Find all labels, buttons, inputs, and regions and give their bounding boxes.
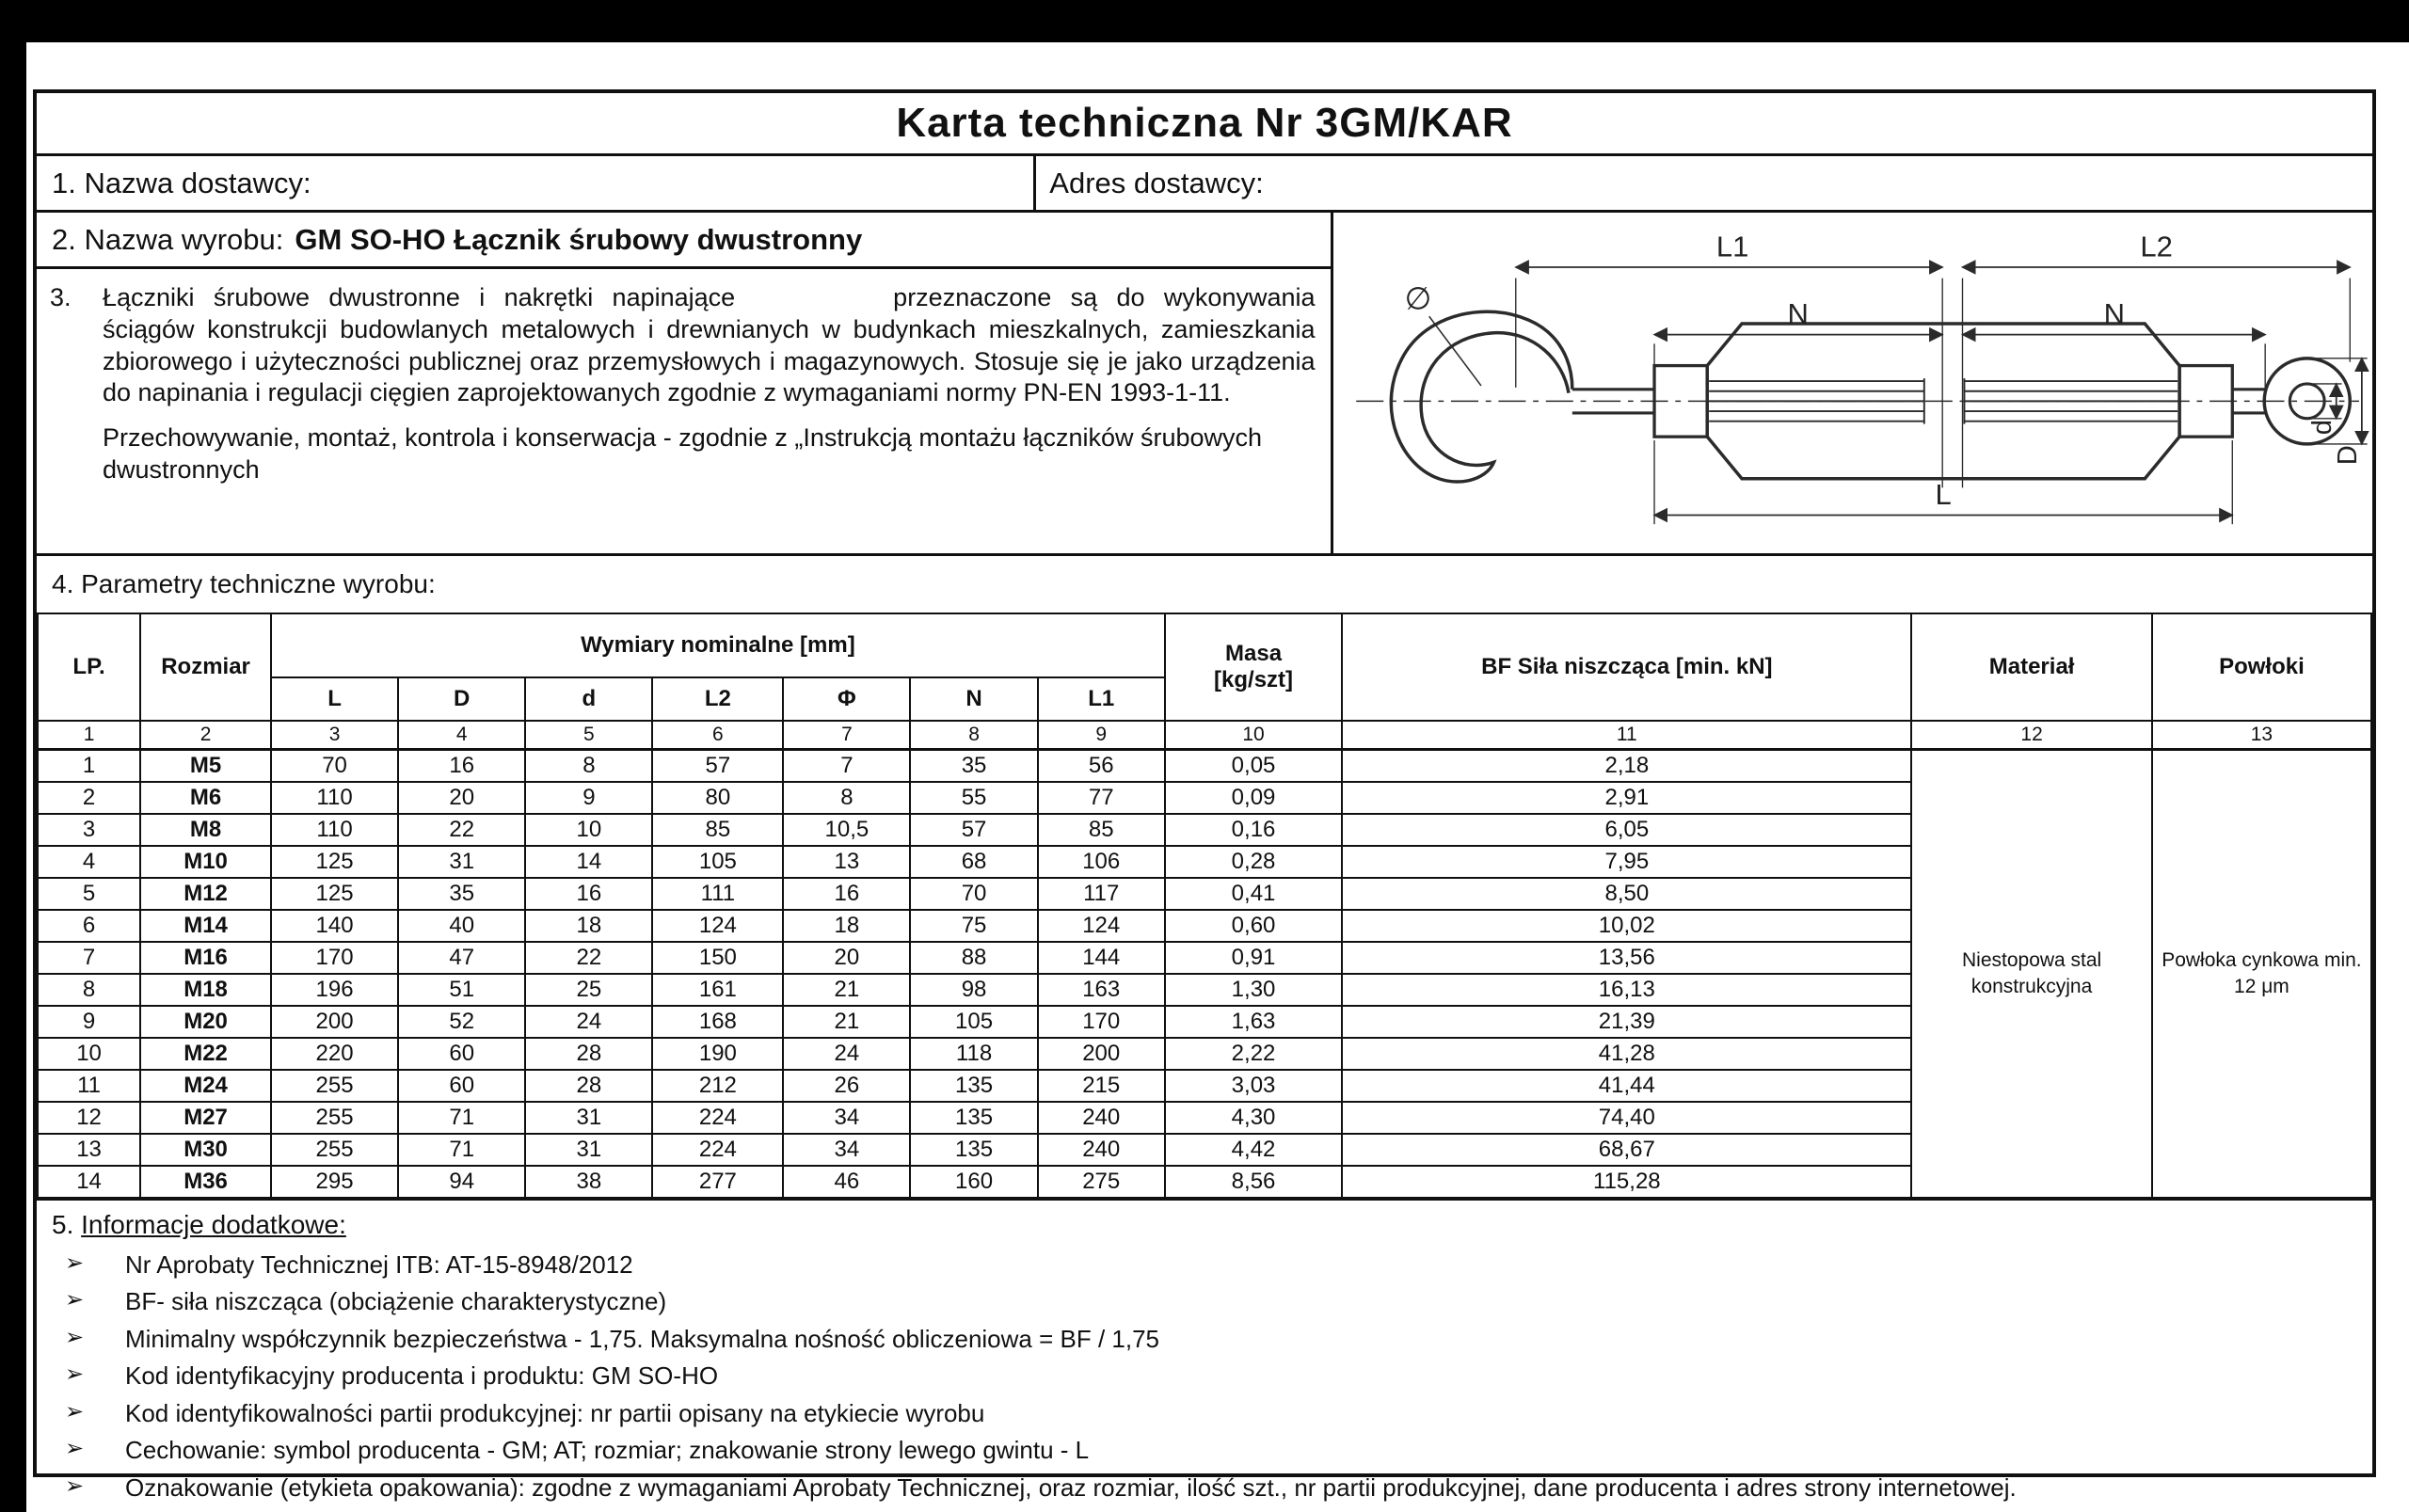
dim-d-big-cell: 47 <box>398 942 525 974</box>
lp-cell: 6 <box>38 910 140 942</box>
size-cell: M10 <box>140 846 271 878</box>
size-cell: M30 <box>140 1134 271 1166</box>
dim-l2-cell: 80 <box>652 782 783 814</box>
dim-d-cell: 9 <box>525 782 652 814</box>
dim-n-cell: 105 <box>910 1006 1037 1038</box>
list-item <box>52 1472 2355 1504</box>
dim-d-big-cell: 51 <box>398 974 525 1006</box>
supplier-address-label: Adres dostawcy: <box>1049 166 1264 199</box>
dim-l-cell: 170 <box>271 942 398 974</box>
bullet-arrow-icon: ➢ <box>65 1472 85 1499</box>
bullet-text: Kod identyfikacyjny producenta i produktu: GM SO-HO <box>125 1361 719 1390</box>
dim-l1-cell: 240 <box>1038 1134 1165 1166</box>
dim-l2-cell: 224 <box>652 1102 783 1134</box>
size-cell: M27 <box>140 1102 271 1134</box>
product-name: GM SO-HO Łącznik śrubowy dwustronny <box>295 222 863 256</box>
phi-label: ∅ <box>1404 280 1431 316</box>
supplier-name-label: 1. Nazwa dostawcy: <box>52 166 311 199</box>
column-number-cell: 8 <box>910 721 1037 750</box>
page-title <box>37 93 2372 156</box>
header-lp: LP. <box>38 613 140 721</box>
description-p2: Przechowywanie, montaż, kontrola i konserwacja - zgodnie z „Instrukcją montażu łączników śrubowych dwustronnych <box>103 423 1263 484</box>
hook-outline <box>1391 311 1572 482</box>
right-threaded-rod <box>1964 378 2178 423</box>
dim-d-cell: 24 <box>525 1006 652 1038</box>
dim-phi-cell: 24 <box>783 1038 910 1070</box>
bf-cell: 41,44 <box>1342 1070 1911 1102</box>
dim-d-big-cell: 20 <box>398 782 525 814</box>
dim-phi-cell: 16 <box>783 878 910 910</box>
dim-l-label: L <box>1934 477 1952 511</box>
dim-n-cell: 57 <box>910 814 1037 846</box>
dim-l-cell: 110 <box>271 782 398 814</box>
header-dim-group: Wymiary nominalne [mm] <box>271 613 1165 677</box>
description-number: 3. <box>50 283 72 311</box>
column-number-cell: 1 <box>38 721 140 750</box>
lp-cell: 5 <box>38 878 140 910</box>
lp-cell: 2 <box>38 782 140 814</box>
dim-l-cell: 255 <box>271 1102 398 1134</box>
header-material: Materiał <box>1911 613 2151 721</box>
supplier-name-cell <box>37 156 1036 210</box>
dim-n-cell: 55 <box>910 782 1037 814</box>
dim-d-big-cell: 40 <box>398 910 525 942</box>
dim-l1-cell: 144 <box>1038 942 1165 974</box>
bf-cell: 6,05 <box>1342 814 1911 846</box>
supplier-row <box>37 156 2372 213</box>
header-masa <box>1165 613 1342 721</box>
bullet-arrow-icon: ➢ <box>65 1361 85 1387</box>
phi-leader-line <box>1428 316 1480 386</box>
dim-n-cell: 88 <box>910 942 1037 974</box>
technical-drawing-cell <box>1333 213 2372 553</box>
masa-cell: 0,41 <box>1165 878 1342 910</box>
dim-n-cell: 135 <box>910 1070 1037 1102</box>
column-number-cell: 12 <box>1911 721 2151 750</box>
bf-cell: 41,28 <box>1342 1038 1911 1070</box>
bf-cell: 74,40 <box>1342 1102 1911 1134</box>
list-item <box>52 1361 2355 1392</box>
dim-d-cell: 8 <box>525 750 652 782</box>
lp-cell: 4 <box>38 846 140 878</box>
list-item <box>52 1398 2355 1429</box>
header-powloki: Powłoki <box>2152 613 2371 721</box>
bullet-text: Cechowanie: symbol producenta - GM; AT; rozmiar; znakowanie strony lewego gwintu - L <box>125 1436 1090 1464</box>
header-bf: BF Siła niszcząca [min. kN] <box>1342 613 1911 721</box>
dim-n-cell: 98 <box>910 974 1037 1006</box>
page-title-text: Karta techniczna Nr 3GM/KAR <box>896 100 1513 146</box>
dim-l1-cell: 215 <box>1038 1070 1165 1102</box>
masa-cell: 0,16 <box>1165 814 1342 846</box>
header-masa-line2: [kg/szt] <box>1214 667 1294 692</box>
dim-l2-cell: 124 <box>652 910 783 942</box>
dim-l1-cell: 240 <box>1038 1102 1165 1134</box>
bf-cell: 10,02 <box>1342 910 1911 942</box>
dim-l-cell: 140 <box>271 910 398 942</box>
product-label: 2. Nazwa wyrobu: <box>52 222 284 256</box>
dim-d-cell: 14 <box>525 846 652 878</box>
dim-l-cell: 196 <box>271 974 398 1006</box>
additional-info-title <box>52 1210 2355 1240</box>
dim-d-big-cell: 16 <box>398 750 525 782</box>
size-cell: M24 <box>140 1070 271 1102</box>
list-item <box>52 1249 2355 1281</box>
masa-cell: 4,42 <box>1165 1134 1342 1166</box>
parameters-section-title-text: 4. Parametry techniczne wyrobu: <box>52 569 436 598</box>
column-number-cell: 9 <box>1038 721 1165 750</box>
table-row <box>38 750 2371 782</box>
lp-cell: 12 <box>38 1102 140 1134</box>
parameters-table <box>37 613 2372 1199</box>
header-rozmiar: Rozmiar <box>140 613 271 721</box>
dim-phi-cell: 34 <box>783 1134 910 1166</box>
bullet-arrow-icon: ➢ <box>65 1287 85 1313</box>
list-item <box>52 1324 2355 1355</box>
dim-phi-cell: 34 <box>783 1102 910 1134</box>
bf-cell: 16,13 <box>1342 974 1911 1006</box>
header-dim-cell: L <box>271 677 398 721</box>
dim-d-cell: 28 <box>525 1070 652 1102</box>
dim-l2-cell: 212 <box>652 1070 783 1102</box>
dim-d-big-cell: 60 <box>398 1070 525 1102</box>
list-item <box>52 1435 2355 1466</box>
dim-l1-cell: 170 <box>1038 1006 1165 1038</box>
size-cell: M16 <box>140 942 271 974</box>
bullet-text: Nr Aprobaty Technicznej ITB: AT-15-8948/2012 <box>125 1249 633 1279</box>
supplier-address-cell <box>1036 156 2372 210</box>
bf-cell: 2,91 <box>1342 782 1911 814</box>
masa-cell: 1,63 <box>1165 1006 1342 1038</box>
lp-cell: 11 <box>38 1070 140 1102</box>
dim-d-big-cell: 71 <box>398 1102 525 1134</box>
dim-phi-cell: 18 <box>783 910 910 942</box>
dim-l-cell: 200 <box>271 1006 398 1038</box>
dim-d-cell: 28 <box>525 1038 652 1070</box>
column-number-cell: 13 <box>2152 721 2371 750</box>
masa-cell: 1,30 <box>1165 974 1342 1006</box>
size-cell: M14 <box>140 910 271 942</box>
product-section <box>37 213 2372 556</box>
dim-l2-cell: 85 <box>652 814 783 846</box>
column-number-cell: 5 <box>525 721 652 750</box>
left-threaded-rod <box>1709 378 1924 423</box>
dim-l-cell: 295 <box>271 1166 398 1198</box>
table-header-row-1 <box>38 613 2371 677</box>
dim-n-cell: 68 <box>910 846 1037 878</box>
bf-cell: 13,56 <box>1342 942 1911 974</box>
additional-info-list <box>52 1249 2355 1504</box>
dim-d-label: d <box>2306 420 2337 436</box>
masa-cell: 0,91 <box>1165 942 1342 974</box>
dim-n-cell: 35 <box>910 750 1037 782</box>
description-paragraph-1 <box>50 282 1321 486</box>
size-cell: M36 <box>140 1166 271 1198</box>
dim-l1-cell: 77 <box>1038 782 1165 814</box>
dim-d-big-cell: 31 <box>398 846 525 878</box>
dim-l2-cell: 111 <box>652 878 783 910</box>
column-number-cell: 2 <box>140 721 271 750</box>
dim-l-cell: 255 <box>271 1134 398 1166</box>
dim-n-cell: 70 <box>910 878 1037 910</box>
size-cell: M6 <box>140 782 271 814</box>
column-number-cell: 7 <box>783 721 910 750</box>
masa-cell: 0,28 <box>1165 846 1342 878</box>
header-dim-cell: D <box>398 677 525 721</box>
dim-d-cell: 18 <box>525 910 652 942</box>
masa-cell: 8,56 <box>1165 1166 1342 1198</box>
masa-cell: 0,09 <box>1165 782 1342 814</box>
masa-cell: 4,30 <box>1165 1102 1342 1134</box>
dim-n-cell: 160 <box>910 1166 1037 1198</box>
additional-info-number: 5. <box>52 1209 74 1239</box>
dim-l1-label: L1 <box>1715 230 1748 263</box>
dim-l2-cell: 190 <box>652 1038 783 1070</box>
dim-l1-cell: 163 <box>1038 974 1165 1006</box>
column-number-cell: 10 <box>1165 721 1342 750</box>
lp-cell: 3 <box>38 814 140 846</box>
dim-phi-cell: 21 <box>783 1006 910 1038</box>
bf-cell: 115,28 <box>1342 1166 1911 1198</box>
masa-cell: 0,60 <box>1165 910 1342 942</box>
column-number-row <box>38 721 2371 750</box>
dim-d-cell: 31 <box>525 1102 652 1134</box>
dim-phi-cell: 7 <box>783 750 910 782</box>
table-body <box>38 750 2371 1198</box>
column-number-cell: 11 <box>1342 721 1911 750</box>
dim-n-cell: 135 <box>910 1134 1037 1166</box>
parameters-section-title <box>37 556 2372 613</box>
coating-cell: Powłoka cynkowa min. 12 μm <box>2152 750 2371 1198</box>
dim-phi-cell: 46 <box>783 1166 910 1198</box>
header-dim-cell: L2 <box>652 677 783 721</box>
turnbuckle-drawing <box>1333 213 2372 553</box>
dim-l1-cell: 106 <box>1038 846 1165 878</box>
dim-n-cell: 75 <box>910 910 1037 942</box>
bullet-arrow-icon: ➢ <box>65 1436 85 1461</box>
bullet-text: Minimalny współczynnik bezpieczeństwa - 1,75. Maksymalna nośność obliczeniowa = BF / 1,75 <box>125 1324 1160 1353</box>
dim-d-cell: 16 <box>525 878 652 910</box>
bf-cell: 7,95 <box>1342 846 1911 878</box>
dim-d-big-cell: 52 <box>398 1006 525 1038</box>
dim-D-label: D <box>2332 445 2363 466</box>
description-p1-part-b: przeznaczone są do wykonywania ściągów konstrukcji budowlanych metalowych i drewnianych w budynkach mieszkalnych, zamieszkania zbiorowego i użyteczności publicznej oraz przemysłowych i magazynowych. Stosuje się je jako urządzenia do napinania i regulacji cięgien zaprojektowanych zgodnie z wymaganiami normy PN-EN 1993-1-11. <box>103 283 1316 407</box>
dim-l-cell: 110 <box>271 814 398 846</box>
dim-d-cell: 10 <box>525 814 652 846</box>
lp-cell: 14 <box>38 1166 140 1198</box>
dim-l2-cell: 161 <box>652 974 783 1006</box>
dim-l2-cell: 150 <box>652 942 783 974</box>
masa-cell: 0,05 <box>1165 750 1342 782</box>
dim-d-big-cell: 35 <box>398 878 525 910</box>
dim-l2-cell: 168 <box>652 1006 783 1038</box>
size-cell: M18 <box>140 974 271 1006</box>
bf-cell: 68,67 <box>1342 1134 1911 1166</box>
dim-l1-cell: 117 <box>1038 878 1165 910</box>
size-cell: M12 <box>140 878 271 910</box>
column-number-cell: 3 <box>271 721 398 750</box>
description-p1 <box>103 282 1316 409</box>
dim-n-right-label: N <box>2103 297 2125 331</box>
dim-d-cell: 38 <box>525 1166 652 1198</box>
column-number-cell: 6 <box>652 721 783 750</box>
dim-l-cell: 255 <box>271 1070 398 1102</box>
material-cell: Niestopowa stal konstrukcyjna <box>1911 750 2151 1198</box>
list-item <box>52 1286 2355 1317</box>
dim-phi-cell: 21 <box>783 974 910 1006</box>
dim-l1-cell: 124 <box>1038 910 1165 942</box>
document-page <box>26 42 2409 1512</box>
size-cell: M5 <box>140 750 271 782</box>
dim-phi-cell: 13 <box>783 846 910 878</box>
dim-n-cell: 135 <box>910 1102 1037 1134</box>
size-cell: M22 <box>140 1038 271 1070</box>
description-p1-part-a: Łączniki śrubowe dwustronne i nakrętki napinające <box>103 283 736 311</box>
lp-cell: 10 <box>38 1038 140 1070</box>
header-masa-line1: Masa <box>1225 641 1283 666</box>
bullet-arrow-icon: ➢ <box>65 1249 85 1276</box>
dim-l1-cell: 56 <box>1038 750 1165 782</box>
dim-phi-cell: 10,5 <box>783 814 910 846</box>
masa-cell: 3,03 <box>1165 1070 1342 1102</box>
dim-l-cell: 125 <box>271 846 398 878</box>
dim-l1-cell: 85 <box>1038 814 1165 846</box>
dim-l-cell: 220 <box>271 1038 398 1070</box>
lp-cell: 13 <box>38 1134 140 1166</box>
dim-l2-label: L2 <box>2139 230 2173 263</box>
additional-info-title-text: Informacje dodatkowe: <box>81 1209 346 1239</box>
datasheet-frame <box>33 89 2376 1502</box>
header-dim-cell: N <box>910 677 1037 721</box>
lp-cell: 9 <box>38 1006 140 1038</box>
bullet-text: BF- siła niszcząca (obciążenie charakterystyczne) <box>125 1287 667 1315</box>
bf-cell: 21,39 <box>1342 1006 1911 1038</box>
dim-l-cell: 125 <box>271 878 398 910</box>
size-cell: M20 <box>140 1006 271 1038</box>
description-text <box>103 282 1321 486</box>
masa-cell: 2,22 <box>1165 1038 1342 1070</box>
dim-l2-cell: 105 <box>652 846 783 878</box>
lp-cell: 7 <box>38 942 140 974</box>
header-dim-cell: d <box>525 677 652 721</box>
dim-l2-cell: 57 <box>652 750 783 782</box>
header-dim-cell: L1 <box>1038 677 1165 721</box>
dim-d-big-cell: 71 <box>398 1134 525 1166</box>
dim-d-big-cell: 22 <box>398 814 525 846</box>
product-description <box>37 269 1331 553</box>
header-dim-cell: Φ <box>783 677 910 721</box>
bf-cell: 8,50 <box>1342 878 1911 910</box>
bullet-text: Oznakowanie (etykieta opakowania): zgodne z wymaganiami Aprobaty Technicznej, oraz rozmiar, ilość szt., nr partii produkcyjnej, dane producenta i adres strony internetowej. <box>125 1472 2017 1502</box>
bullet-text: Kod identyfikowalności partii produkcyjnej: nr partii opisany na etykiecie wyrobu <box>125 1398 985 1427</box>
column-number-cell: 4 <box>398 721 525 750</box>
dim-l2-cell: 277 <box>652 1166 783 1198</box>
dim-l1-cell: 200 <box>1038 1038 1165 1070</box>
bf-cell: 2,18 <box>1342 750 1911 782</box>
dim-d-big-cell: 94 <box>398 1166 525 1198</box>
product-name-row <box>37 213 1331 269</box>
bullet-arrow-icon: ➢ <box>65 1324 85 1350</box>
additional-info-section <box>37 1199 2372 1504</box>
lp-cell: 1 <box>38 750 140 782</box>
dim-phi-cell: 8 <box>783 782 910 814</box>
dim-d-cell: 31 <box>525 1134 652 1166</box>
product-info-column <box>37 213 1333 553</box>
dim-l1-cell: 275 <box>1038 1166 1165 1198</box>
dim-d-cell: 22 <box>525 942 652 974</box>
dim-phi-cell: 26 <box>783 1070 910 1102</box>
dim-d-big-cell: 60 <box>398 1038 525 1070</box>
dim-n-left-label: N <box>1786 297 1809 331</box>
dim-l2-cell: 224 <box>652 1134 783 1166</box>
lp-cell: 8 <box>38 974 140 1006</box>
bullet-arrow-icon: ➢ <box>65 1398 85 1424</box>
size-cell: M8 <box>140 814 271 846</box>
dim-l-cell: 70 <box>271 750 398 782</box>
dim-n-cell: 118 <box>910 1038 1037 1070</box>
dim-phi-cell: 20 <box>783 942 910 974</box>
dim-d-cell: 25 <box>525 974 652 1006</box>
